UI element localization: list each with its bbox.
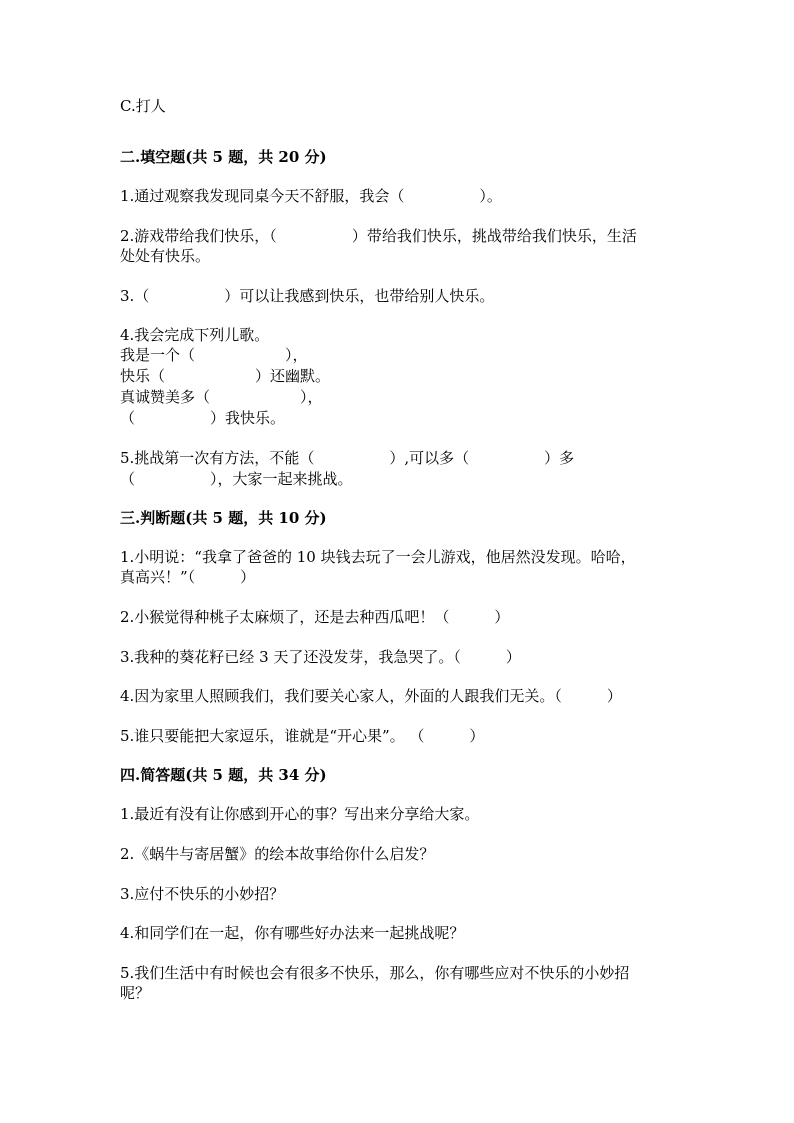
fill-question-2-line-2: 处处有快乐。 xyxy=(120,247,211,265)
section-2-heading: 二.填空题(共 5 题，共 20 分) xyxy=(120,148,327,166)
short-question-5-line-1: 5.我们生活中有时候也会有很多不快乐，那么，你有哪些应对不快乐的小妙招 xyxy=(120,964,630,982)
option-c: C.打人 xyxy=(120,97,166,115)
short-question-1: 1.最近有没有让你感到开心的事？写出来分享给大家。 xyxy=(120,805,480,823)
fill-question-2-line-1: 2.游戏带给我们快乐，（ ）带给我们快乐，挑战带给我们快乐，生活 xyxy=(120,227,637,245)
fill-question-4-line-2: 我是一个（ ）， xyxy=(120,346,308,364)
fill-question-1: 1.通过观察我发现同桌今天不舒服，我会（ ）。 xyxy=(120,187,502,205)
judge-question-5: 5.谁只要能把大家逗乐，谁就是“开心果”。 （ ） xyxy=(120,727,485,745)
judge-question-2: 2.小猴觉得种桃子太麻烦了，还是去种西瓜吧！（ ） xyxy=(120,608,510,626)
fill-question-5-line-2: （ ），大家一起来挑战。 xyxy=(120,470,353,488)
judge-question-1-line-2: 真高兴！”（ ） xyxy=(120,568,256,586)
short-question-4: 4.和同学们在一起，你有哪些好办法来一起挑战呢？ xyxy=(120,924,465,942)
fill-question-3: 3.（ ）可以让我感到快乐，也带给别人快乐。 xyxy=(120,287,495,305)
fill-question-4-line-4: 真诚赞美多（ ）， xyxy=(120,388,323,406)
section-4-heading: 四.简答题(共 5 题，共 34 分) xyxy=(120,766,327,784)
judge-question-3: 3.我种的葵花籽已经 3 天了还没发芽，我急哭了。（ ） xyxy=(120,648,521,666)
judge-question-4: 4.因为家里人照顾我们，我们要关心家人，外面的人跟我们无关。（ ） xyxy=(120,687,622,705)
judge-question-1-line-1: 1.小明说：“我拿了爸爸的 10 块钱去玩了一会儿游戏，他居然没发现。哈哈， xyxy=(120,548,636,566)
fill-question-5-line-1: 5.挑战第一次有方法，不能（ ）,可以多（ ）多 xyxy=(120,449,575,467)
fill-question-4-line-3: 快乐（ ）还幽默。 xyxy=(120,367,331,385)
section-3-heading: 三.判断题(共 5 题，共 10 分) xyxy=(120,509,327,527)
short-question-5-line-2: 呢？ xyxy=(120,984,151,1002)
short-question-2: 2.《蜗牛与寄居蟹》的绘本故事给你什么启发？ xyxy=(120,845,435,863)
short-question-3: 3.应付不快乐的小妙招？ xyxy=(120,885,285,903)
fill-question-4-line-5: （ ）我快乐。 xyxy=(120,409,286,427)
fill-question-4-line-1: 4.我会完成下列儿歌。 xyxy=(120,326,270,344)
